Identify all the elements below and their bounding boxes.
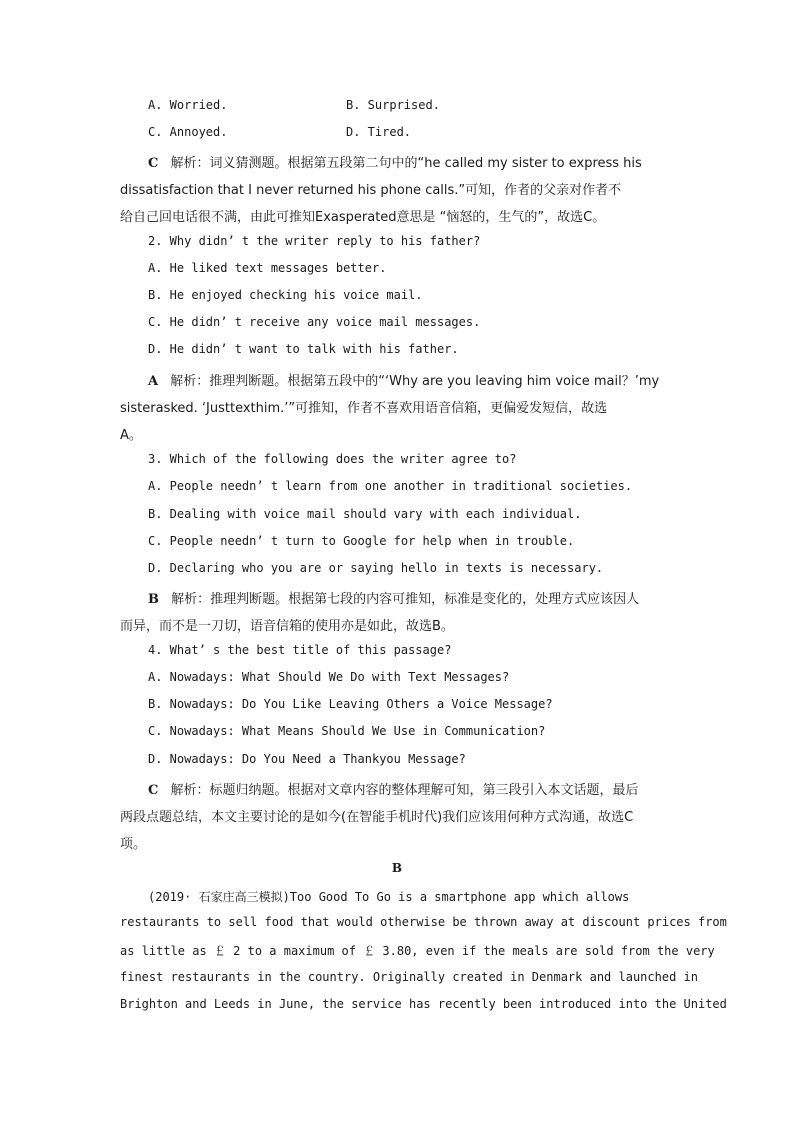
q4-explanation-line-2: 两段点题总结，本文主要讨论的是如今(在智能手机时代)我们应该用何种方式沟通，故选C: [120, 810, 634, 825]
q2-explanation-line-2: sisterasked. ‘Justtexthim.’”可推知，作者不喜欢用语音信箱，更偏爱发短信，故选: [120, 401, 608, 416]
q4-question: 4. What’ s the best title of this passage?: [148, 643, 452, 657]
q2-question: 2. Why didn’ t the writer reply to his father?: [148, 234, 481, 248]
q4-option-d: D. Nowadays: Do You Need a Thankyou Message?: [148, 752, 466, 766]
section-b-paragraph-line-5: Brighton and Leeds in June, the service has recently been introduced into the United: [120, 997, 727, 1011]
q1-options-row-1: [148, 98, 440, 112]
q3-option-d: D. Declaring who you are or saying hello in texts is necessary.: [148, 561, 604, 575]
section-b-heading: B: [391, 861, 403, 875]
q1-option-a: A. Worried.: [148, 98, 228, 112]
q3-option-a: A. People needn’ t learn from one another in traditional societies.: [148, 479, 633, 493]
section-b-paragraph-line-1: (2019· 石家庄高三模拟)Too Good To Go is a smartphone app which allows: [148, 890, 630, 904]
q1-option-c: C. Annoyed.: [148, 125, 228, 139]
section-b-paragraph-line-3: as little as ￡ 2 to a maximum of ￡ 3.80, even if the meals are sold from the very: [120, 944, 715, 958]
q1-explanation-text-1: 解析：词义猜测题。根据第五段第二句中的“he called my sister to express his: [170, 156, 642, 171]
q4-option-b: B. Nowadays: Do You Like Leaving Others a Voice Message?: [148, 697, 553, 711]
q1-explanation-line-1: [148, 152, 642, 171]
q2-explanation-line-3: A。: [120, 428, 142, 443]
q2-option-c: C. He didn’ t receive any voice mail messages.: [148, 315, 481, 329]
q3-option-b: B. Dealing with voice mail should vary with each individual.: [148, 507, 582, 521]
q2-explanation-line-1: [148, 370, 659, 389]
q1-explanation-line-2: dissatisfaction that I never returned his phone calls.”可知，作者的父亲对作者不: [120, 183, 622, 198]
q4-explanation-text-1: 解析：标题归纳题。根据对文章内容的整体理解可知，第三段引入本文话题，最后: [170, 783, 639, 798]
q2-option-d: D. He didn’ t want to talk with his father.: [148, 342, 459, 356]
q2-answer: A: [148, 374, 159, 389]
q4-explanation-line-1: [148, 779, 639, 798]
q3-explanation-line-1: [148, 588, 639, 607]
q3-answer: B: [148, 592, 159, 607]
q4-option-a: A. Nowadays: What Should We Do with Text Messages?: [148, 670, 510, 684]
q4-option-c: C. Nowadays: What Means Should We Use in Communication?: [148, 724, 546, 738]
q3-explanation-text-1: 解析：推理判断题。根据第七段的内容可推知，标准是变化的，处理方式应该因人: [171, 592, 640, 607]
q3-option-c: C. People needn’ t turn to Google for help when in trouble.: [148, 534, 575, 548]
section-b-paragraph-line-2: restaurants to sell food that would otherwise be thrown away at discount prices from: [120, 915, 727, 929]
q3-explanation-line-2: 而异，而不是一刀切，语音信箱的使用亦是如此，故选B。: [120, 619, 454, 634]
q1-option-d: D. Tired.: [346, 125, 412, 139]
section-b-paragraph-line-4: finest restaurants in the country. Originally created in Denmark and launched in: [120, 970, 698, 984]
q1-option-b: B. Surprised.: [346, 98, 440, 112]
q4-answer: C: [148, 783, 159, 798]
q1-options-row-2: [148, 125, 412, 139]
q3-question: 3. Which of the following does the writer agree to?: [148, 452, 517, 466]
q1-explanation-line-3: 给自己回电话很不满，由此可推知Exasperated意思是 “恼怒的，生气的”，故选C。: [120, 210, 606, 225]
q2-explanation-text-1: 解析：推理判断题。根据第五段中的“‘Why are you leaving him voice mail？’my: [170, 374, 660, 389]
q4-explanation-line-3: 项。: [120, 837, 147, 852]
q1-answer: C: [148, 156, 159, 171]
q2-option-a: A. He liked text messages better.: [148, 261, 387, 275]
q2-option-b: B. He enjoyed checking his voice mail.: [148, 288, 423, 302]
